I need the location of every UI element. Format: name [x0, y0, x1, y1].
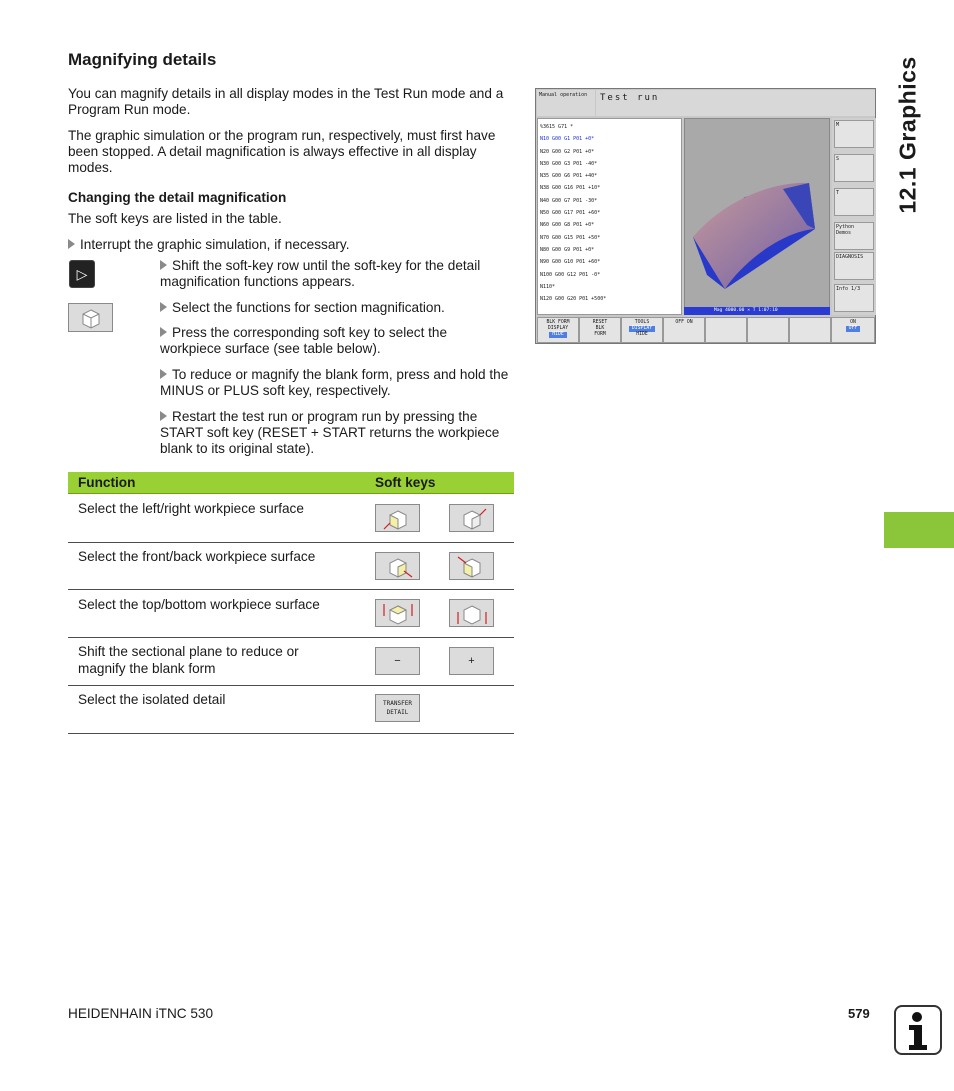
- chapter-side-title: 12.1 Graphics: [894, 56, 921, 214]
- step-4: Press the corresponding soft key to select the workpiece surface (see table below).: [160, 325, 448, 356]
- arrow-bullet-icon: [160, 260, 167, 270]
- table-header: [68, 472, 514, 494]
- workpiece-graphic: [684, 118, 830, 308]
- arrow-bullet-icon: [160, 327, 167, 337]
- right-surface-key[interactable]: [449, 504, 494, 532]
- subheading: Changing the detail magnification: [68, 190, 287, 205]
- program-line: N120 G00 G20 P01 +500*: [540, 296, 607, 303]
- cube-bottom-icon: [450, 600, 495, 628]
- minus-key[interactable]: −: [375, 647, 420, 675]
- program-line: N50 G00 G17 P01 +60*: [540, 210, 601, 217]
- program-line: N20 G00 G2 P01 +0*: [540, 148, 595, 155]
- bottom-key[interactable]: TOOLS DISPLAY HIDE: [621, 317, 663, 343]
- side-key[interactable]: Info 1/3: [834, 284, 874, 312]
- program-line: N110*: [540, 283, 556, 290]
- cube-front-icon: [376, 553, 421, 581]
- bottom-key[interactable]: [747, 317, 789, 343]
- magnify-section-key[interactable]: [68, 303, 113, 332]
- step-5: To reduce or magnify the blank form, press and hold the MINUS or PLUS soft key, respectively.: [160, 367, 509, 398]
- control-screen: [535, 88, 876, 344]
- program-line: N100 G00 G12 P01 -0*: [540, 271, 601, 278]
- chapter-tab: [884, 512, 954, 548]
- arrow-bullet-icon: [160, 302, 167, 312]
- page-number: 579: [848, 1006, 870, 1021]
- intro-paragraph-1: You can magnify details in all display modes in the Test Run mode and a Program Run mode.: [68, 86, 504, 117]
- footer-text: HEIDENHAIN iTNC 530: [68, 1006, 214, 1021]
- bottom-key[interactable]: OFF ON: [663, 317, 705, 343]
- bottom-key[interactable]: BLK FORM DISPLAY HIDE: [537, 317, 579, 343]
- bottom-key[interactable]: [705, 317, 747, 343]
- table-row: Shift the sectional plane to reduce or magnify the blank form: [78, 644, 299, 676]
- program-listing: [537, 118, 682, 315]
- step-1: Interrupt the graphic simulation, if necessary.: [68, 237, 508, 253]
- step-3: Select the functions for section magnification.: [160, 300, 512, 316]
- row-divider: [68, 637, 514, 638]
- cube-back-icon: [450, 553, 495, 581]
- side-key[interactable]: T: [834, 188, 874, 216]
- program-line: %3615 G71 *: [540, 124, 574, 130]
- column-header-function: Function: [78, 475, 136, 490]
- transfer-detail-key[interactable]: TRANSFER DETAIL: [375, 694, 420, 722]
- bottom-key[interactable]: RESET BLK FORM: [579, 317, 621, 343]
- program-line: N70 G00 G15 P01 +50*: [540, 234, 601, 241]
- screen-mode-label: Manual operation: [537, 90, 595, 116]
- step-2: Shift the soft-key row until the soft-key for the detail magnification functions appears.: [160, 258, 481, 289]
- side-key[interactable]: Python Demos: [834, 222, 874, 250]
- front-surface-key[interactable]: [375, 552, 420, 580]
- plus-key[interactable]: +: [449, 647, 494, 675]
- program-line: N35 G00 G6 P01 +40*: [540, 173, 598, 180]
- left-surface-key[interactable]: [375, 504, 420, 532]
- table-row: Select the left/right workpiece surface: [78, 501, 304, 516]
- program-line: N40 G00 G7 P01 -30*: [540, 197, 598, 204]
- cube-left-icon: [376, 505, 421, 533]
- arrow-bullet-icon: [68, 239, 75, 249]
- next-softkey-row-key[interactable]: ▷: [69, 260, 95, 288]
- bottom-surface-key[interactable]: [449, 599, 494, 627]
- arrow-bullet-icon: [160, 411, 167, 421]
- row-divider: [68, 733, 514, 734]
- table-row: Select the isolated detail: [78, 692, 226, 707]
- bottom-key[interactable]: [789, 317, 831, 343]
- back-surface-key[interactable]: [449, 552, 494, 580]
- step-6: Restart the test run or program run by pressing the START soft key (RESET + START returns the workpiece blank to its original state).: [160, 409, 500, 456]
- arrow-bullet-icon: [160, 369, 167, 379]
- cube-right-icon: [450, 505, 495, 533]
- cube-top-icon: [376, 600, 421, 628]
- bottom-key[interactable]: ON OFF: [831, 317, 875, 343]
- row-divider: [68, 589, 514, 590]
- top-surface-key[interactable]: [375, 599, 420, 627]
- program-line: N60 G00 G8 P01 +0*: [540, 222, 595, 229]
- screen-side-softkeys: [832, 118, 876, 315]
- info-icon: [894, 1005, 942, 1055]
- side-key[interactable]: S: [834, 154, 874, 182]
- program-line: N90 G00 G10 P01 +60*: [540, 259, 601, 266]
- row-divider: [68, 542, 514, 543]
- screen-status-bar: Mag 4000.00 × T 1:07:10: [684, 307, 830, 315]
- program-line: N38 G00 G16 P01 +10*: [540, 185, 601, 192]
- table-note: The soft keys are listed in the table.: [68, 211, 282, 226]
- cube-icon: [69, 304, 114, 333]
- table-row: Select the front/back workpiece surface: [78, 549, 316, 564]
- table-row: Select the top/bottom workpiece surface: [78, 597, 320, 612]
- side-key[interactable]: M: [834, 120, 874, 148]
- program-line: N80 G00 G9 P01 +0*: [540, 246, 595, 253]
- program-line: N10 G00 G1 P01 +0*: [540, 136, 595, 143]
- column-header-soft-keys: Soft keys: [375, 475, 436, 490]
- screen-title: Test run: [596, 90, 875, 116]
- program-line: N30 G00 G3 P01 -40*: [540, 160, 598, 167]
- row-divider: [68, 685, 514, 686]
- page-heading: Magnifying details: [68, 50, 217, 69]
- side-key[interactable]: DIAGNOSIS: [834, 252, 874, 280]
- intro-paragraph-2: The graphic simulation or the program run, respectively, must first have been stopped. A detail magnification is always effective in all display modes.: [68, 128, 496, 175]
- screen-bottom-softkeys: [537, 317, 875, 343]
